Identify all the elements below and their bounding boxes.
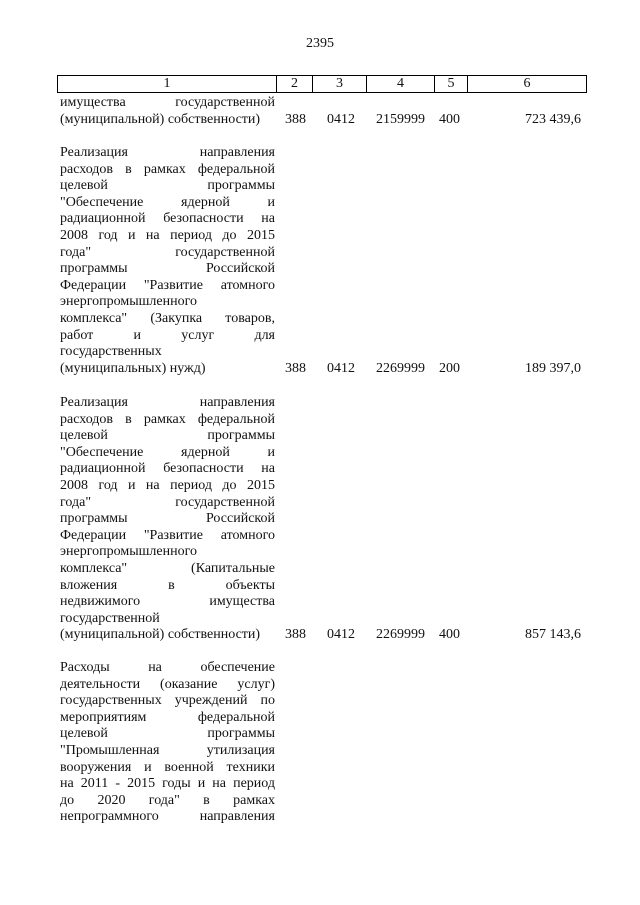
section-value: 0412 <box>327 627 355 643</box>
description-line: непрограммного направления <box>60 809 275 825</box>
description-line: вложения в объекты <box>60 577 275 593</box>
header-col-2: 2 <box>276 75 313 93</box>
description-line: на 2011 - 2015 годы и на период <box>60 776 275 792</box>
description-line: "Промышленная утилизация <box>60 742 275 758</box>
target-value: 2269999 <box>376 627 425 643</box>
description-line: (муниципальной) собственности) <box>60 111 261 127</box>
table-row <box>60 660 635 826</box>
description-line: комплекса" (Капитальные <box>60 560 275 576</box>
description-line: Расходы на обеспечение <box>60 660 275 675</box>
section-value: 0412 <box>327 111 355 127</box>
description-line: Федерации "Развитие атомного <box>60 527 275 543</box>
description-line: радиационной безопасности на <box>60 461 275 477</box>
description-line: государственных учреждений по <box>60 693 275 709</box>
header-col-1: 1 <box>57 75 277 93</box>
table-row <box>60 95 635 128</box>
description-line: энергопромышленного <box>60 294 197 310</box>
description-line: недвижимого имущества <box>60 594 275 610</box>
description-line: расходов в рамках федеральной <box>60 161 275 177</box>
description-line: государственной <box>60 610 160 626</box>
description-line: Федерации "Развитие атомного <box>60 277 275 293</box>
amount-value: 189 397,0 <box>525 360 581 376</box>
section-value: 0412 <box>327 360 355 376</box>
row-description <box>60 95 275 128</box>
description-line: энергопромышленного <box>60 544 197 560</box>
code-value: 388 <box>285 111 306 127</box>
description-line: Реализация направления <box>60 145 275 160</box>
description-line: радиационной безопасности на <box>60 211 275 227</box>
description-line: имущества государственной <box>60 95 275 110</box>
code-value: 388 <box>285 360 306 376</box>
description-line: (муниципальной) собственности) <box>60 627 261 643</box>
description-line: программы Российской <box>60 511 275 527</box>
row-description <box>60 395 275 644</box>
header-col-6: 6 <box>467 75 587 93</box>
amount-value: 723 439,6 <box>525 111 581 127</box>
target-value: 2269999 <box>376 360 425 376</box>
description-line: деятельности (оказание услуг) <box>60 676 275 692</box>
description-line: (муниципальных) нужд) <box>60 360 206 376</box>
description-line: года" государственной <box>60 494 275 510</box>
description-line: программы Российской <box>60 261 275 277</box>
description-line: 2008 год и на период до 2015 <box>60 477 275 493</box>
table-row <box>60 145 635 377</box>
amount-value: 857 143,6 <box>525 627 581 643</box>
type-value: 400 <box>439 627 460 643</box>
description-line: "Обеспечение ядерной и <box>60 194 275 210</box>
description-line: целевой программы <box>60 178 275 194</box>
description-line: до 2020 года" в рамках <box>60 792 275 808</box>
description-line: года" государственной <box>60 244 275 260</box>
type-value: 400 <box>439 111 460 127</box>
description-line: Реализация направления <box>60 395 275 410</box>
description-line: "Обеспечение ядерной и <box>60 444 275 460</box>
row-description <box>60 660 275 826</box>
description-line: работ и услуг для <box>60 327 275 343</box>
page-number: 2395 <box>306 36 334 51</box>
header-col-3: 3 <box>312 75 367 93</box>
type-value: 200 <box>439 360 460 376</box>
description-line: государственных <box>60 344 162 360</box>
description-line: расходов в рамках федеральной <box>60 411 275 427</box>
description-line: 2008 год и на период до 2015 <box>60 227 275 243</box>
row-description <box>60 145 275 377</box>
header-col-5: 5 <box>434 75 468 93</box>
description-line: целевой программы <box>60 428 275 444</box>
description-line: мероприятиям федеральной <box>60 709 275 725</box>
header-col-4: 4 <box>366 75 435 93</box>
table-row <box>60 395 635 644</box>
description-line: вооружения и военной техники <box>60 759 275 775</box>
target-value: 2159999 <box>376 111 425 127</box>
description-line: комплекса" (Закупка товаров, <box>60 310 275 326</box>
description-line: целевой программы <box>60 726 275 742</box>
code-value: 388 <box>285 627 306 643</box>
